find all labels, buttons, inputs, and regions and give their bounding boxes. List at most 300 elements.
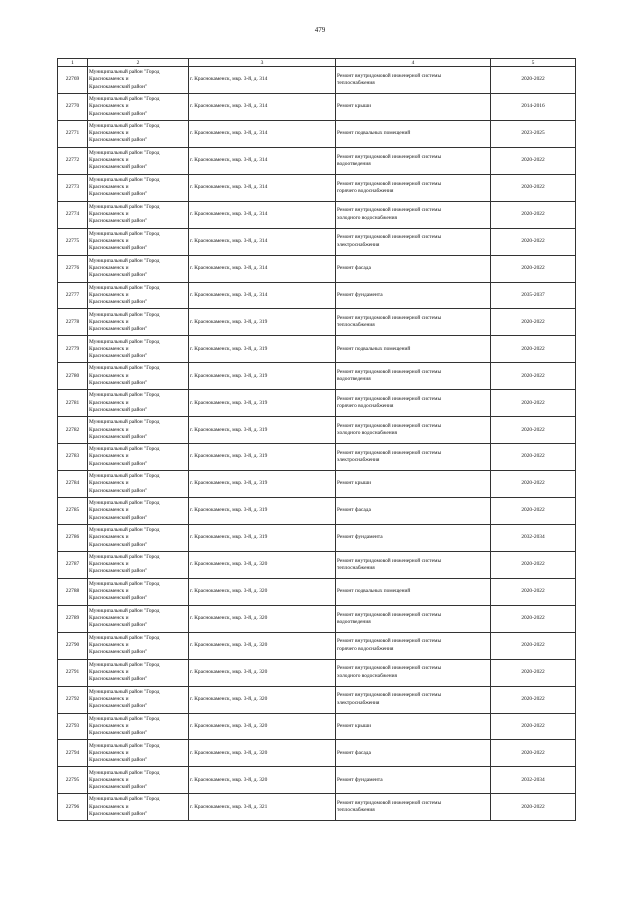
column-number-row bbox=[58, 59, 576, 67]
table-row bbox=[58, 794, 576, 821]
planned-period-cell: 2020-2022 bbox=[491, 659, 576, 686]
work-type-line: горячего водоснабжения bbox=[337, 187, 394, 194]
address-cell: г. Краснокаменск, мкр. 3-й, д. 321 bbox=[189, 794, 336, 821]
table-row bbox=[58, 605, 576, 632]
table-row bbox=[58, 363, 576, 390]
work-type-line: Ремонт фасада bbox=[337, 507, 371, 514]
column-header-4: 4 bbox=[336, 59, 491, 67]
municipality-line: Муниципальный район "Город bbox=[89, 634, 160, 641]
municipality-line: Краснокаменск и bbox=[89, 76, 129, 83]
work-type-cell bbox=[336, 686, 491, 713]
table-row bbox=[58, 201, 576, 228]
municipality-line: Краснокаменск и bbox=[89, 480, 129, 487]
municipality-cell bbox=[88, 174, 189, 201]
municipality-line: Муниципальный район "Город bbox=[89, 230, 160, 237]
record-number-cell: 22782 bbox=[58, 417, 88, 444]
work-type-line: Ремонт внутридомовой инженерной системы bbox=[337, 665, 442, 672]
municipality-line: Краснокаменский район" bbox=[89, 137, 148, 144]
municipality-line: Муниципальный район "Город bbox=[89, 527, 160, 534]
work-type-line: Ремонт внутридомовой инженерной системы bbox=[337, 692, 442, 699]
municipality-line: Муниципальный район "Город bbox=[89, 661, 160, 668]
work-type-line: горячего водоснабжения bbox=[337, 645, 394, 652]
municipality-line: Краснокаменский район" bbox=[89, 514, 148, 521]
planned-period-cell: 2020-2022 bbox=[491, 578, 576, 605]
table-row bbox=[58, 147, 576, 174]
work-type-cell bbox=[336, 632, 491, 659]
municipality-cell bbox=[88, 93, 189, 120]
work-type-cell bbox=[336, 417, 491, 444]
record-number-cell: 22783 bbox=[58, 444, 88, 471]
work-type-line: Ремонт внутридомовой инженерной системы bbox=[337, 369, 442, 376]
municipality-line: Краснокаменск и bbox=[89, 534, 129, 541]
planned-period-cell: 2032-2034 bbox=[491, 767, 576, 794]
record-number-cell: 22787 bbox=[58, 551, 88, 578]
planned-period-cell: 2020-2022 bbox=[491, 444, 576, 471]
municipality-cell bbox=[88, 659, 189, 686]
work-type-cell bbox=[336, 578, 491, 605]
municipality-cell bbox=[88, 444, 189, 471]
table-row bbox=[58, 524, 576, 551]
work-type-cell bbox=[336, 524, 491, 551]
municipality-cell bbox=[88, 201, 189, 228]
municipality-cell bbox=[88, 794, 189, 821]
municipality-cell bbox=[88, 390, 189, 417]
municipality-line: Краснокаменск и bbox=[89, 453, 129, 460]
record-number-cell: 22772 bbox=[58, 147, 88, 174]
address-cell: г. Краснокаменск, мкр. 3-й, д. 319 bbox=[189, 471, 336, 498]
municipality-line: Краснокаменский район" bbox=[89, 487, 148, 494]
address-cell: г. Краснокаменск, мкр. 3-й, д. 320 bbox=[189, 686, 336, 713]
work-type-line: холодного водоснабжения bbox=[337, 430, 397, 437]
municipality-line: Краснокаменский район" bbox=[89, 379, 148, 386]
municipality-cell bbox=[88, 713, 189, 740]
planned-period-cell: 2020-2022 bbox=[491, 498, 576, 525]
work-type-line: водоотведения bbox=[337, 160, 371, 167]
work-type-cell bbox=[336, 390, 491, 417]
work-type-line: холодного водоснабжения bbox=[337, 672, 397, 679]
record-number-cell: 22769 bbox=[58, 67, 88, 94]
address-cell: г. Краснокаменск, мкр. 3-й, д. 319 bbox=[189, 309, 336, 336]
municipality-line: Краснокаменск и bbox=[89, 426, 129, 433]
work-type-line: Ремонт внутридомовой инженерной системы bbox=[337, 422, 442, 429]
municipality-line: Краснокаменский район" bbox=[89, 730, 148, 737]
municipality-line: Краснокаменск и bbox=[89, 130, 129, 137]
work-type-cell bbox=[336, 201, 491, 228]
address-cell: г. Краснокаменск, мкр. 3-й, д. 319 bbox=[189, 524, 336, 551]
municipality-line: Краснокаменский район" bbox=[89, 83, 148, 90]
work-type-cell bbox=[336, 120, 491, 147]
municipality-line: Краснокаменск и bbox=[89, 803, 129, 810]
table-row bbox=[58, 551, 576, 578]
work-type-line: теплоснабжения bbox=[337, 322, 375, 329]
municipality-line: Краснокаменск и bbox=[89, 695, 129, 702]
planned-period-cell: 2020-2022 bbox=[491, 174, 576, 201]
planned-period-cell: 2020-2022 bbox=[491, 363, 576, 390]
municipality-cell bbox=[88, 524, 189, 551]
work-type-line: Ремонт внутридомовой инженерной системы bbox=[337, 557, 442, 564]
municipality-line: Краснокаменск и bbox=[89, 776, 129, 783]
work-type-line: Ремонт крыши bbox=[337, 722, 371, 729]
municipality-line: Краснокаменский район" bbox=[89, 352, 148, 359]
table-row bbox=[58, 282, 576, 309]
table-body bbox=[58, 67, 576, 821]
address-cell: г. Краснокаменск, мкр. 3-й, д. 320 bbox=[189, 659, 336, 686]
municipality-line: Краснокаменский район" bbox=[89, 460, 148, 467]
work-type-cell bbox=[336, 444, 491, 471]
address-cell: г. Краснокаменск, мкр. 3-й, д. 320 bbox=[189, 578, 336, 605]
table-row bbox=[58, 686, 576, 713]
work-type-line: Ремонт внутридомовой инженерной системы bbox=[337, 800, 442, 807]
address-cell: г. Краснокаменск, мкр. 3-й, д. 314 bbox=[189, 282, 336, 309]
table-row bbox=[58, 578, 576, 605]
work-type-line: Ремонт фасада bbox=[337, 264, 371, 271]
work-type-line: электроснабжения bbox=[337, 241, 380, 248]
planned-period-cell: 2020-2022 bbox=[491, 417, 576, 444]
repair-schedule-table bbox=[57, 58, 576, 821]
page-number: 479 bbox=[314, 26, 326, 34]
municipality-line: Краснокаменск и bbox=[89, 211, 129, 218]
address-cell: г. Краснокаменск, мкр. 3-й, д. 319 bbox=[189, 444, 336, 471]
municipality-line: Краснокаменский район" bbox=[89, 649, 148, 656]
table-row bbox=[58, 67, 576, 94]
work-type-cell bbox=[336, 363, 491, 390]
record-number-cell: 22773 bbox=[58, 174, 88, 201]
municipality-cell bbox=[88, 336, 189, 363]
work-type-cell bbox=[336, 255, 491, 282]
record-number-cell: 22774 bbox=[58, 201, 88, 228]
municipality-cell bbox=[88, 740, 189, 767]
work-type-line: Ремонт внутридомовой инженерной системы bbox=[337, 449, 442, 456]
municipality-line: Муниципальный район "Город bbox=[89, 392, 160, 399]
work-type-line: Ремонт внутридомовой инженерной системы bbox=[337, 396, 442, 403]
municipality-line: Краснокаменск и bbox=[89, 291, 129, 298]
municipality-line: Краснокаменский район" bbox=[89, 676, 148, 683]
table-row bbox=[58, 255, 576, 282]
work-type-line: Ремонт подвальных помещений bbox=[337, 588, 411, 595]
record-number-cell: 22795 bbox=[58, 767, 88, 794]
work-type-cell bbox=[336, 740, 491, 767]
work-type-cell bbox=[336, 794, 491, 821]
table-row bbox=[58, 120, 576, 147]
municipality-line: Муниципальный район "Город bbox=[89, 742, 160, 749]
municipality-line: Муниципальный район "Город bbox=[89, 580, 160, 587]
address-cell: г. Краснокаменск, мкр. 3-й, д. 314 bbox=[189, 67, 336, 94]
municipality-cell bbox=[88, 120, 189, 147]
municipality-line: Муниципальный район "Город bbox=[89, 446, 160, 453]
table-row bbox=[58, 471, 576, 498]
work-type-line: Ремонт фундамента bbox=[337, 776, 383, 783]
municipality-cell bbox=[88, 498, 189, 525]
column-header-1: 1 bbox=[58, 59, 88, 67]
column-header-2: 2 bbox=[88, 59, 189, 67]
table-row bbox=[58, 228, 576, 255]
municipality-cell bbox=[88, 363, 189, 390]
work-type-line: Ремонт внутридомовой инженерной системы bbox=[337, 207, 442, 214]
record-number-cell: 22776 bbox=[58, 255, 88, 282]
table-row bbox=[58, 713, 576, 740]
record-number-cell: 22788 bbox=[58, 578, 88, 605]
work-type-line: холодного водоснабжения bbox=[337, 214, 397, 221]
work-type-line: Ремонт внутридомовой инженерной системы bbox=[337, 180, 442, 187]
municipality-line: Муниципальный район "Город bbox=[89, 419, 160, 426]
municipality-line: Краснокаменский район" bbox=[89, 595, 148, 602]
municipality-line: Краснокаменск и bbox=[89, 749, 129, 756]
address-cell: г. Краснокаменск, мкр. 3-й, д. 314 bbox=[189, 228, 336, 255]
municipality-line: Краснокаменск и bbox=[89, 264, 129, 271]
municipality-line: Краснокаменский район" bbox=[89, 299, 148, 306]
municipality-line: Краснокаменск и bbox=[89, 237, 129, 244]
work-type-cell bbox=[336, 309, 491, 336]
municipality-cell bbox=[88, 309, 189, 336]
municipality-cell bbox=[88, 147, 189, 174]
municipality-line: Муниципальный район "Город bbox=[89, 96, 160, 103]
work-type-cell bbox=[336, 93, 491, 120]
table-row bbox=[58, 390, 576, 417]
municipality-line: Муниципальный район "Город bbox=[89, 176, 160, 183]
work-type-line: Ремонт внутридомовой инженерной системы bbox=[337, 315, 442, 322]
municipality-cell bbox=[88, 282, 189, 309]
planned-period-cell: 2020-2022 bbox=[491, 713, 576, 740]
work-type-cell bbox=[336, 767, 491, 794]
municipality-line: Муниципальный район "Город bbox=[89, 365, 160, 372]
record-number-cell: 22771 bbox=[58, 120, 88, 147]
work-type-cell bbox=[336, 147, 491, 174]
municipality-line: Краснокаменский район" bbox=[89, 272, 148, 279]
municipality-cell bbox=[88, 605, 189, 632]
municipality-line: Муниципальный район "Город bbox=[89, 769, 160, 776]
municipality-cell bbox=[88, 632, 189, 659]
record-number-cell: 22791 bbox=[58, 659, 88, 686]
address-cell: г. Краснокаменск, мкр. 3-й, д. 314 bbox=[189, 120, 336, 147]
planned-period-cell: 2020-2022 bbox=[491, 794, 576, 821]
address-cell: г. Краснокаменск, мкр. 3-й, д. 320 bbox=[189, 632, 336, 659]
municipality-line: Муниципальный район "Город bbox=[89, 688, 160, 695]
address-cell: г. Краснокаменск, мкр. 3-й, д. 319 bbox=[189, 390, 336, 417]
municipality-line: Краснокаменск и bbox=[89, 372, 129, 379]
work-type-line: Ремонт подвальных помещений bbox=[337, 345, 411, 352]
municipality-line: Краснокаменский район" bbox=[89, 810, 148, 817]
work-type-cell bbox=[336, 471, 491, 498]
table-row bbox=[58, 632, 576, 659]
municipality-line: Муниципальный район "Город bbox=[89, 257, 160, 264]
work-type-line: водоотведения bbox=[337, 618, 371, 625]
municipality-line: Муниципальный район "Город bbox=[89, 311, 160, 318]
record-number-cell: 22777 bbox=[58, 282, 88, 309]
planned-period-cell: 2020-2022 bbox=[491, 740, 576, 767]
planned-period-cell: 2020-2022 bbox=[491, 255, 576, 282]
work-type-cell bbox=[336, 228, 491, 255]
record-number-cell: 22785 bbox=[58, 498, 88, 525]
planned-period-cell: 2020-2022 bbox=[491, 336, 576, 363]
municipality-cell bbox=[88, 551, 189, 578]
column-header-3: 3 bbox=[189, 59, 336, 67]
planned-period-cell: 2020-2022 bbox=[491, 471, 576, 498]
planned-period-cell: 2020-2022 bbox=[491, 686, 576, 713]
municipality-line: Краснокаменский район" bbox=[89, 622, 148, 629]
planned-period-cell: 2020-2022 bbox=[491, 632, 576, 659]
address-cell: г. Краснокаменск, мкр. 3-й, д. 319 bbox=[189, 363, 336, 390]
record-number-cell: 22770 bbox=[58, 93, 88, 120]
planned-period-cell: 2023-2025 bbox=[491, 120, 576, 147]
municipality-line: Краснокаменск и bbox=[89, 561, 129, 568]
municipality-line: Муниципальный район "Город bbox=[89, 338, 160, 345]
work-type-line: теплоснабжения bbox=[337, 564, 375, 571]
work-type-line: электроснабжения bbox=[337, 699, 380, 706]
work-type-line: теплоснабжения bbox=[337, 79, 375, 86]
work-type-cell bbox=[336, 498, 491, 525]
table-row bbox=[58, 767, 576, 794]
planned-period-cell: 2020-2022 bbox=[491, 309, 576, 336]
record-number-cell: 22790 bbox=[58, 632, 88, 659]
work-type-line: Ремонт внутридомовой инженерной системы bbox=[337, 72, 442, 79]
municipality-line: Муниципальный район "Город bbox=[89, 715, 160, 722]
municipality-line: Муниципальный район "Город bbox=[89, 796, 160, 803]
address-cell: г. Краснокаменск, мкр. 3-й, д. 319 bbox=[189, 417, 336, 444]
municipality-line: Краснокаменск и bbox=[89, 507, 129, 514]
municipality-line: Краснокаменский район" bbox=[89, 703, 148, 710]
municipality-line: Краснокаменск и bbox=[89, 157, 129, 164]
address-cell: г. Краснокаменск, мкр. 3-й, д. 314 bbox=[189, 174, 336, 201]
table-row bbox=[58, 498, 576, 525]
work-type-line: водоотведения bbox=[337, 376, 371, 383]
municipality-line: Краснокаменск и bbox=[89, 399, 129, 406]
municipality-cell bbox=[88, 686, 189, 713]
work-type-line: электроснабжения bbox=[337, 457, 380, 464]
address-cell: г. Краснокаменск, мкр. 3-й, д. 314 bbox=[189, 255, 336, 282]
record-number-cell: 22778 bbox=[58, 309, 88, 336]
planned-period-cell: 2020-2022 bbox=[491, 67, 576, 94]
work-type-line: Ремонт фасада bbox=[337, 749, 371, 756]
address-cell: г. Краснокаменск, мкр. 3-й, д. 314 bbox=[189, 201, 336, 228]
municipality-line: Краснокаменск и bbox=[89, 588, 129, 595]
municipality-line: Краснокаменский район" bbox=[89, 218, 148, 225]
municipality-cell bbox=[88, 767, 189, 794]
table-row bbox=[58, 740, 576, 767]
address-cell: г. Краснокаменск, мкр. 3-й, д. 314 bbox=[189, 93, 336, 120]
address-cell: г. Краснокаменск, мкр. 3-й, д. 319 bbox=[189, 498, 336, 525]
municipality-line: Муниципальный район "Город bbox=[89, 149, 160, 156]
record-number-cell: 22789 bbox=[58, 605, 88, 632]
work-type-line: теплоснабжения bbox=[337, 807, 375, 814]
work-type-line: Ремонт внутридомовой инженерной системы bbox=[337, 611, 442, 618]
table-row bbox=[58, 444, 576, 471]
table-row bbox=[58, 659, 576, 686]
planned-period-cell: 2032-2034 bbox=[491, 524, 576, 551]
record-number-cell: 22780 bbox=[58, 363, 88, 390]
municipality-line: Краснокаменский район" bbox=[89, 433, 148, 440]
planned-period-cell: 2020-2022 bbox=[491, 147, 576, 174]
table-header bbox=[58, 59, 576, 67]
municipality-line: Краснокаменский район" bbox=[89, 245, 148, 252]
column-header-5: 5 bbox=[491, 59, 576, 67]
address-cell: г. Краснокаменск, мкр. 3-й, д. 320 bbox=[189, 740, 336, 767]
municipality-line: Краснокаменский район" bbox=[89, 783, 148, 790]
record-number-cell: 22784 bbox=[58, 471, 88, 498]
municipality-line: Краснокаменск и bbox=[89, 722, 129, 729]
municipality-line: Муниципальный район "Город bbox=[89, 69, 160, 76]
planned-period-cell: 2020-2022 bbox=[491, 228, 576, 255]
address-cell: г. Краснокаменск, мкр. 3-й, д. 314 bbox=[189, 147, 336, 174]
municipality-line: Краснокаменский район" bbox=[89, 406, 148, 413]
municipality-line: Муниципальный район "Город bbox=[89, 500, 160, 507]
planned-period-cell: 2020-2022 bbox=[491, 551, 576, 578]
municipality-line: Краснокаменский район" bbox=[89, 191, 148, 198]
record-number-cell: 22793 bbox=[58, 713, 88, 740]
address-cell: г. Краснокаменск, мкр. 3-й, д. 320 bbox=[189, 551, 336, 578]
municipality-line: Краснокаменск и bbox=[89, 103, 129, 110]
work-type-cell bbox=[336, 551, 491, 578]
record-number-cell: 22796 bbox=[58, 794, 88, 821]
municipality-cell bbox=[88, 67, 189, 94]
municipality-line: Краснокаменский район" bbox=[89, 568, 148, 575]
planned-period-cell: 2014-2016 bbox=[491, 93, 576, 120]
record-number-cell: 22794 bbox=[58, 740, 88, 767]
work-type-line: Ремонт фундамента bbox=[337, 534, 383, 541]
table-row bbox=[58, 417, 576, 444]
work-type-cell bbox=[336, 713, 491, 740]
municipality-line: Муниципальный район "Город bbox=[89, 473, 160, 480]
municipality-line: Краснокаменск и bbox=[89, 615, 129, 622]
municipality-line: Краснокаменск и bbox=[89, 184, 129, 191]
municipality-line: Краснокаменск и bbox=[89, 318, 129, 325]
address-cell: г. Краснокаменск, мкр. 3-й, д. 320 bbox=[189, 713, 336, 740]
work-type-line: горячего водоснабжения bbox=[337, 403, 394, 410]
table-row bbox=[58, 174, 576, 201]
work-type-cell bbox=[336, 659, 491, 686]
record-number-cell: 22786 bbox=[58, 524, 88, 551]
municipality-cell bbox=[88, 578, 189, 605]
work-type-line: Ремонт крыши bbox=[337, 480, 371, 487]
municipality-cell bbox=[88, 255, 189, 282]
work-type-line: Ремонт внутридомовой инженерной системы bbox=[337, 153, 442, 160]
municipality-line: Муниципальный район "Город bbox=[89, 203, 160, 210]
municipality-line: Краснокаменск и bbox=[89, 642, 129, 649]
record-number-cell: 22792 bbox=[58, 686, 88, 713]
work-type-line: Ремонт фундамента bbox=[337, 291, 383, 298]
planned-period-cell: 2020-2022 bbox=[491, 201, 576, 228]
work-type-cell bbox=[336, 174, 491, 201]
municipality-cell bbox=[88, 417, 189, 444]
address-cell: г. Краснокаменск, мкр. 3-й, д. 319 bbox=[189, 336, 336, 363]
municipality-line: Краснокаменский район" bbox=[89, 326, 148, 332]
planned-period-cell: 2035-2037 bbox=[491, 282, 576, 309]
work-type-line: Ремонт крыши bbox=[337, 103, 371, 110]
work-type-cell bbox=[336, 67, 491, 94]
municipality-line: Краснокаменский район" bbox=[89, 541, 148, 548]
record-number-cell: 22775 bbox=[58, 228, 88, 255]
table-row bbox=[58, 309, 576, 336]
planned-period-cell: 2020-2022 bbox=[491, 390, 576, 417]
work-type-line: Ремонт внутридомовой инженерной системы bbox=[337, 638, 442, 645]
municipality-line: Краснокаменск и bbox=[89, 668, 129, 675]
municipality-line: Краснокаменский район" bbox=[89, 164, 148, 171]
municipality-line: Краснокаменский район" bbox=[89, 110, 148, 117]
work-type-cell bbox=[336, 336, 491, 363]
address-cell: г. Краснокаменск, мкр. 3-й, д. 320 bbox=[189, 767, 336, 794]
planned-period-cell: 2020-2022 bbox=[491, 605, 576, 632]
municipality-line: Краснокаменский район" bbox=[89, 757, 148, 763]
work-type-cell bbox=[336, 605, 491, 632]
municipality-cell bbox=[88, 471, 189, 498]
municipality-line: Муниципальный район "Город bbox=[89, 123, 160, 130]
record-number-cell: 22779 bbox=[58, 336, 88, 363]
municipality-line: Краснокаменск и bbox=[89, 345, 129, 352]
municipality-cell bbox=[88, 228, 189, 255]
address-cell: г. Краснокаменск, мкр. 3-й, д. 320 bbox=[189, 605, 336, 632]
table-row bbox=[58, 336, 576, 363]
work-type-cell bbox=[336, 282, 491, 309]
work-type-line: Ремонт подвальных помещений bbox=[337, 130, 411, 137]
